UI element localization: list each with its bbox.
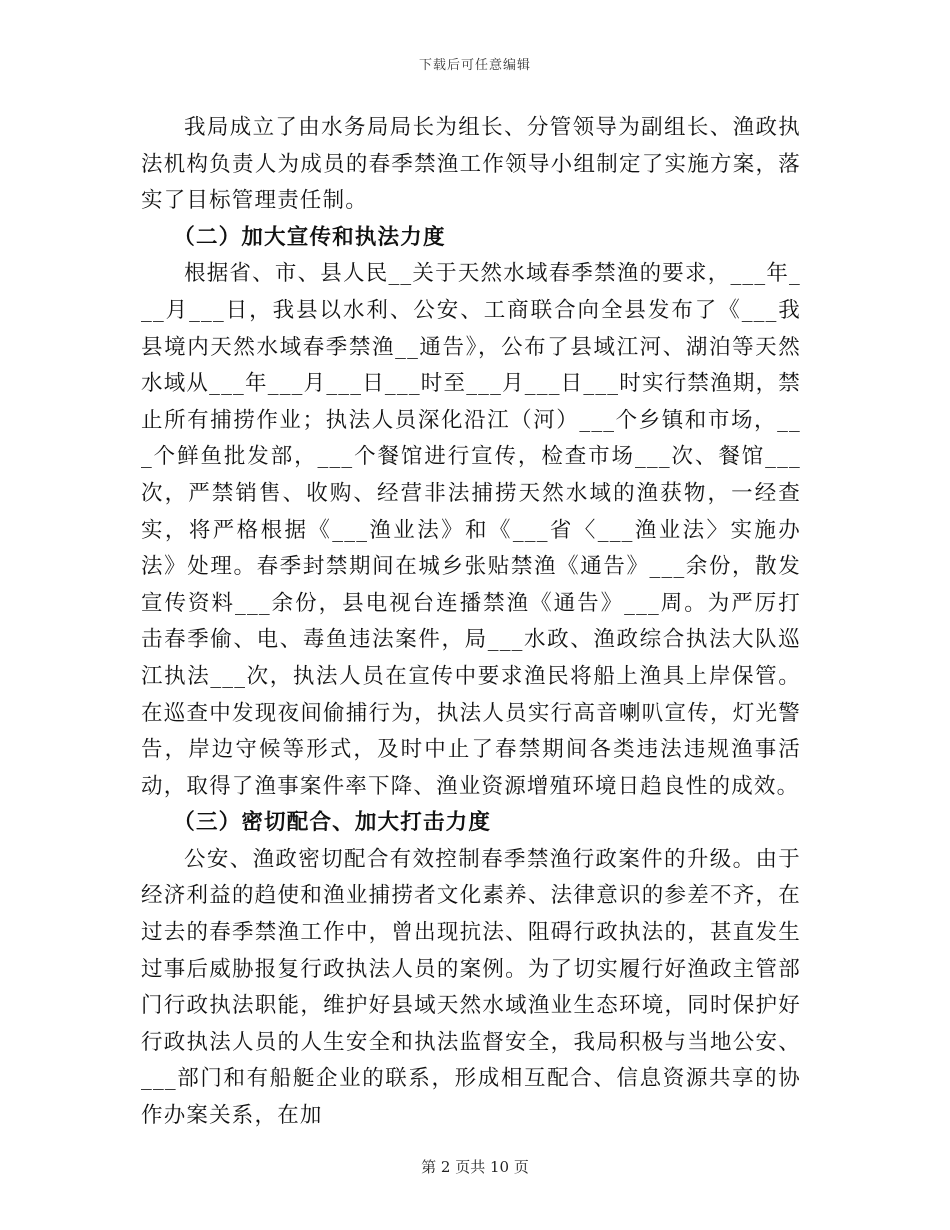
document-body <box>141 110 801 1135</box>
page-header-note: 下载后可任意编辑 <box>418 58 531 73</box>
section-heading-cooperation: （三）密切配合、加大打击力度 <box>173 810 492 836</box>
page-number-footer: 第 2 页共 10 页 <box>421 1158 529 1176</box>
paragraph-leadership-group: 我局成立了由水务局局长为组长、分管领导为副组长、渔政执法机构负责人为成员的春季禁渔工作领导小组制定了实施方案，落实了目标管理责任制。 <box>141 115 801 214</box>
paragraph-cooperation: 公安、渔政密切配合有效控制春季禁渔行政案件的升级。由于经济利益的趋使和渔业捕捞者文化素养、法律意识的参差不齐，在过去的春季禁渔工作中，曾出现抗法、阻碍行政执法的，甚直发生过事后威胁报复行政执法人员的案例。为了切实履行好渔政主管部门行政执法职能，维护好县域天然水域渔业生态环境，同时保护好行政执法人员的人生安全和执法监督安全，我局积极与当地公安、___部门和有船艇企业的联系，形成相互配合、信息资源共享的协作办案关系，在加 <box>141 846 801 1129</box>
section-heading-publicity: （二）加大宣传和执法力度 <box>173 224 446 250</box>
paragraph-publicity-enforcement: 根据省、市、县人民__关于天然水域春季禁渔的要求，___年___月___日，我县以水利、公安、工商联合向全县发布了《___我县境内天然水域春季禁渔__通告》，公布了县域江河、湖泊等天然水域从___年___月___日___时至___月___日___时实行禁渔期，禁止所有捕捞作业；执法人员深化沿江（河）___个乡镇和市场，___个鲜鱼批发部，___个餐馆进行宣传，检查市场___次、餐馆___次，严禁销售、收购、经营非法捕捞天然水域的渔获物，一经查实，将严格根据《___渔业法》和《___省〈___渔业法〉实施办法》处理。春季封禁期间在城乡张贴禁渔《通告》___余份，散发宣传资料___余份，县电视台连播禁渔《通告》___周。为严厉打击春季偷、电、毒鱼违法案件，局___水政、渔政综合执法大队巡江执法___次，执法人员在宣传中要求渔民将船上渔具上岸保管。在巡查中发现夜间偷捕行为，执法人员实行高音喇叭宣传，灯光警告，岸边守候等形式，及时中止了春禁期间各类违法违规渔事活动，取得了渔事案件率下降、渔业资源增殖环境日趋良性的成效。 <box>141 261 801 799</box>
